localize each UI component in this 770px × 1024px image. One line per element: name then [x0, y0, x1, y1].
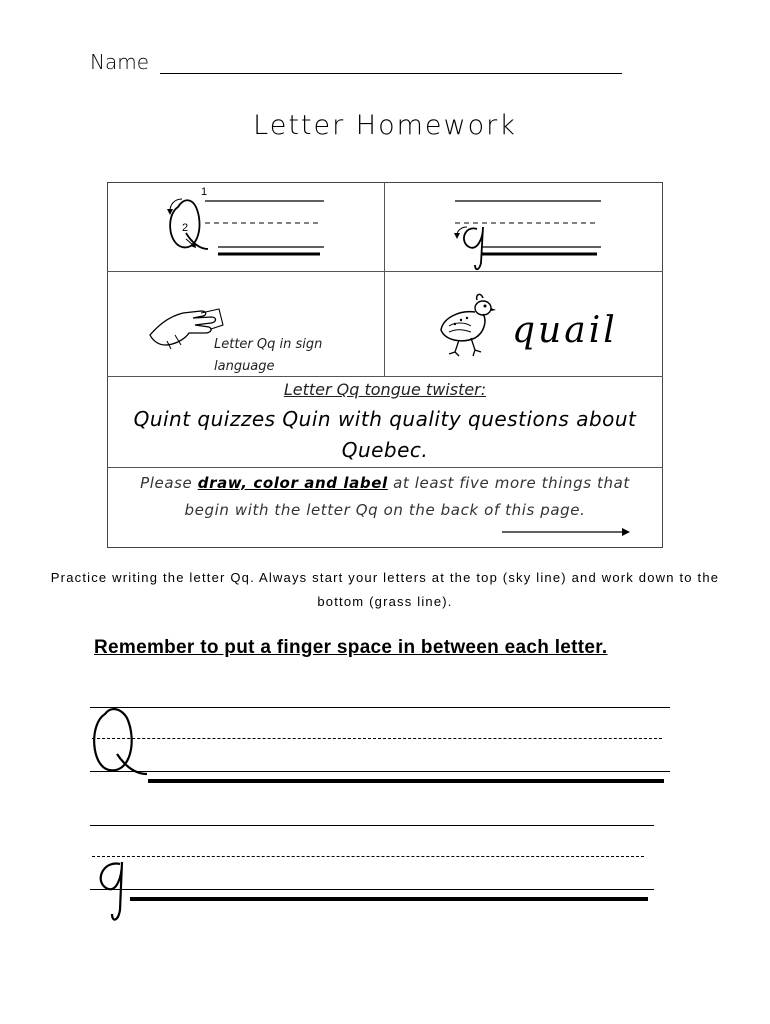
tongue-twister-text: Quint quizzes Quin with quality questions about Quebec.	[133, 407, 637, 462]
picture-word: quail	[512, 310, 618, 351]
ground-line[interactable]	[90, 771, 670, 772]
grass-line[interactable]	[130, 897, 648, 901]
practice-letter-text	[100, 860, 101, 861]
sign-language-hand-icon	[145, 305, 225, 355]
stroke-number: 2	[182, 222, 189, 234]
draw-instruction	[117, 470, 653, 524]
grass-line[interactable]	[148, 779, 664, 783]
instruction-emphasis: draw, color and label	[197, 474, 388, 492]
lowercase-letter-text	[460, 181, 461, 182]
uppercase-letter-text	[170, 181, 171, 182]
practice-uppercase-q	[85, 700, 165, 790]
box-divider	[107, 467, 663, 468]
tongue-twister-label: Letter Qq tongue twister:	[283, 380, 487, 399]
sky-line[interactable]	[90, 707, 670, 708]
name-label: Name	[90, 50, 150, 74]
box-divider	[107, 376, 663, 377]
mid-line[interactable]	[92, 738, 662, 739]
page-title: Letter Homework	[253, 110, 517, 141]
quail-icon	[435, 290, 505, 360]
lowercase-q-model	[445, 185, 605, 275]
instruction-text: Please	[140, 474, 198, 492]
finger-space-reminder: Remember to put a finger space in between each letter.	[94, 637, 608, 658]
arrow-right-icon	[500, 526, 632, 538]
instruction-text: at least five more things that begin with the letter Qq on the back of this page.	[184, 474, 630, 519]
stroke-number: 1	[201, 186, 208, 198]
practice-instructions: Practice writing the letter Qq. Always start your letters at the top (sky line) and work down to the bottom (grass line).	[50, 570, 720, 609]
name-write-line[interactable]	[160, 73, 622, 74]
sky-line[interactable]	[90, 825, 654, 826]
sign-language-caption: Letter Qq in sign language	[214, 337, 323, 374]
mid-line[interactable]	[92, 856, 644, 857]
box-divider	[384, 182, 385, 376]
practice-letter-text	[100, 706, 101, 707]
ground-line[interactable]	[90, 889, 654, 890]
practice-lowercase-q	[88, 850, 138, 930]
